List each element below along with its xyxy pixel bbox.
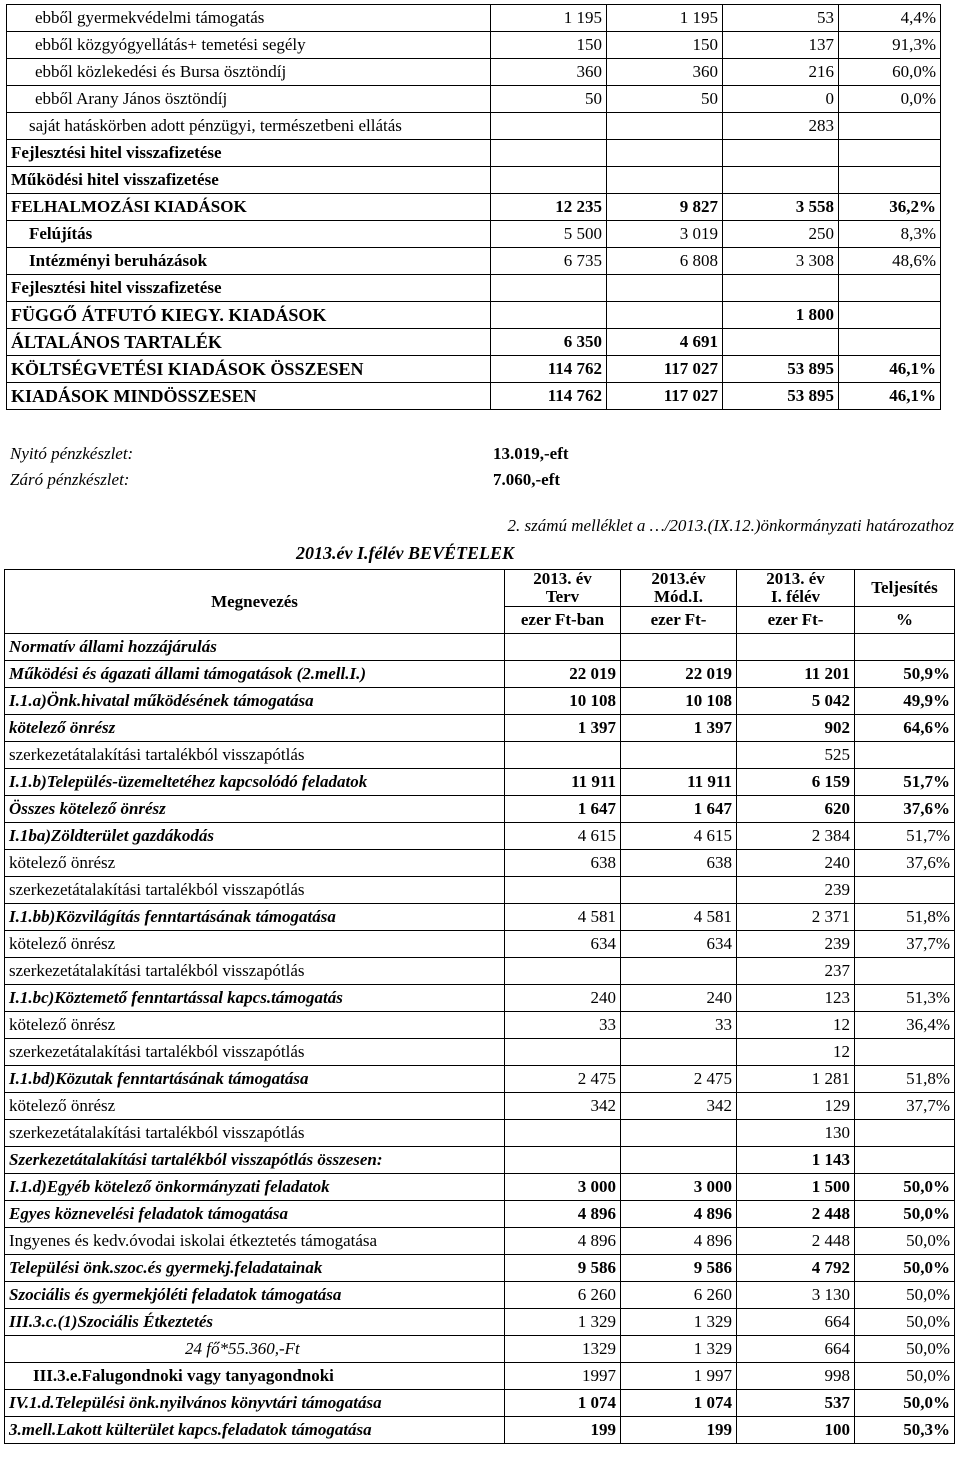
plan-value: [505, 958, 621, 985]
modified-value: 634: [621, 931, 737, 958]
modified-value: 4 615: [621, 823, 737, 850]
table-row: [7, 167, 941, 194]
plan-value: 4 615: [505, 823, 621, 850]
half-year-value: 664: [737, 1309, 855, 1336]
half-year-value: 130: [737, 1120, 855, 1147]
modified-value: 10 108: [621, 688, 737, 715]
percent-value: [839, 329, 941, 356]
row-label: Települési önk.szoc.és gyermekj.feladatainak: [5, 1255, 505, 1282]
percent-value: 36,4%: [855, 1012, 955, 1039]
table-row: [7, 329, 941, 356]
table-row: [5, 661, 955, 688]
table-row: [5, 1417, 955, 1444]
row-label: Intézményi beruházások: [7, 248, 491, 275]
table-row: [5, 1012, 955, 1039]
table-row: [7, 194, 941, 221]
plan-value: 634: [505, 931, 621, 958]
modified-value: [621, 1039, 737, 1066]
percent-value: 8,3%: [839, 221, 941, 248]
row-label: szerkezetátalakítási tartalékból visszapótlás: [5, 958, 505, 985]
percent-value: 50,0%: [855, 1309, 955, 1336]
percent-value: 50,0%: [855, 1390, 955, 1417]
plan-value: 150: [491, 32, 607, 59]
modified-value: 4 896: [621, 1228, 737, 1255]
modified-value: 1 195: [607, 5, 723, 32]
percent-value: [855, 742, 955, 769]
modified-value: [607, 275, 723, 302]
percent-value: 4,4%: [839, 5, 941, 32]
plan-value: [491, 302, 607, 329]
plan-value: 1 647: [505, 796, 621, 823]
opening-cash-label: Nyitó pénzkészlet:: [10, 444, 134, 463]
actual-value: [723, 140, 839, 167]
modified-value: 240: [621, 985, 737, 1012]
modified-value: 360: [607, 59, 723, 86]
row-label: 24 fő*55.360,-Ft: [5, 1336, 505, 1363]
row-label: I.1ba)Zöldterület gazdákodás: [5, 823, 505, 850]
table-row: [5, 958, 955, 985]
row-label: Fejlesztési hitel visszafizetése: [7, 140, 491, 167]
expenditure-table: [6, 4, 941, 410]
plan-value: [491, 113, 607, 140]
modified-value: 4 896: [621, 1201, 737, 1228]
modified-value: 11 911: [621, 769, 737, 796]
plan-value: 4 896: [505, 1201, 621, 1228]
row-label: III.3.e.Falugondnoki vagy tanyagondnoki: [5, 1363, 505, 1390]
table-row: [5, 688, 955, 715]
modified-value: [621, 877, 737, 904]
percent-value: [855, 634, 955, 661]
modified-value: 22 019: [621, 661, 737, 688]
percent-value: [855, 877, 955, 904]
half-year-value: 2 448: [737, 1228, 855, 1255]
table-row: [5, 742, 955, 769]
plan-value: 6 735: [491, 248, 607, 275]
header-modified: 2013.év Mód.I.: [621, 570, 737, 607]
table-row: [5, 1039, 955, 1066]
percent-value: 37,6%: [855, 850, 955, 877]
half-year-value: 1 500: [737, 1174, 855, 1201]
percent-value: 46,1%: [839, 356, 941, 383]
modified-value: 1 329: [621, 1336, 737, 1363]
modified-value: 1 329: [621, 1309, 737, 1336]
modified-value: 4 581: [621, 904, 737, 931]
modified-value: 9 586: [621, 1255, 737, 1282]
actual-value: 1 800: [723, 302, 839, 329]
plan-value: 1329: [505, 1336, 621, 1363]
plan-value: 33: [505, 1012, 621, 1039]
plan-value: 9 586: [505, 1255, 621, 1282]
plan-value: 12 235: [491, 194, 607, 221]
plan-value: 1 074: [505, 1390, 621, 1417]
actual-value: 137: [723, 32, 839, 59]
row-label: KIADÁSOK MINDÖSSZESEN: [7, 383, 491, 410]
unit-4: %: [855, 607, 955, 634]
half-year-value: 6 159: [737, 769, 855, 796]
percent-value: 50,0%: [855, 1336, 955, 1363]
revenue-table: [4, 569, 955, 1444]
percent-value: [855, 1120, 955, 1147]
plan-value: 199: [505, 1417, 621, 1444]
modified-value: [621, 1120, 737, 1147]
half-year-value: 123: [737, 985, 855, 1012]
plan-value: 638: [505, 850, 621, 877]
half-year-value: 1 143: [737, 1147, 855, 1174]
row-label: Ingyenes és kedv.óvodai iskolai étkeztetés támogatása: [5, 1228, 505, 1255]
row-label: Normatív állami hozzájárulás: [5, 634, 505, 661]
closing-cash-value: 7.060,-eft: [493, 470, 561, 489]
table-row: [7, 356, 941, 383]
modified-value: 3 019: [607, 221, 723, 248]
modified-value: [621, 634, 737, 661]
table-row: [7, 302, 941, 329]
row-label: szerkezetátalakítási tartalékból visszapótlás: [5, 742, 505, 769]
percent-value: 50,3%: [855, 1417, 955, 1444]
actual-value: 250: [723, 221, 839, 248]
modified-value: 50: [607, 86, 723, 113]
modified-value: [621, 958, 737, 985]
row-label: kötelező önrész: [5, 1093, 505, 1120]
row-label: szerkezetátalakítási tartalékból visszapótlás: [5, 877, 505, 904]
plan-value: [491, 167, 607, 194]
percent-value: 50,0%: [855, 1228, 955, 1255]
plan-value: 1 195: [491, 5, 607, 32]
modified-value: 9 827: [607, 194, 723, 221]
table-row: [7, 32, 941, 59]
half-year-value: 240: [737, 850, 855, 877]
row-label: saját hatáskörben adott pénzügyi, természetbeni ellátás: [7, 113, 491, 140]
plan-value: [505, 1120, 621, 1147]
unit-2: ezer Ft-: [621, 607, 737, 634]
percent-value: 51,3%: [855, 985, 955, 1012]
percent-value: 36,2%: [839, 194, 941, 221]
modified-value: 342: [621, 1093, 737, 1120]
table-row: [5, 850, 955, 877]
plan-value: 114 762: [491, 356, 607, 383]
row-label: ebből gyermekvédelmi támogatás: [7, 5, 491, 32]
modified-value: 117 027: [607, 356, 723, 383]
table-row: [5, 796, 955, 823]
modified-value: 638: [621, 850, 737, 877]
row-label: kötelező önrész: [5, 931, 505, 958]
half-year-value: 4 792: [737, 1255, 855, 1282]
half-year-value: 12: [737, 1039, 855, 1066]
half-year-value: 239: [737, 877, 855, 904]
table-row: [5, 931, 955, 958]
plan-value: 5 500: [491, 221, 607, 248]
percent-value: 51,8%: [855, 904, 955, 931]
row-label: Működési hitel visszafizetése: [7, 167, 491, 194]
modified-value: [621, 742, 737, 769]
modified-value: 6 808: [607, 248, 723, 275]
table-row: [7, 113, 941, 140]
table-row: [5, 1363, 955, 1390]
percent-value: 50,0%: [855, 1282, 955, 1309]
table-row: [5, 1174, 955, 1201]
modified-value: 199: [621, 1417, 737, 1444]
row-label: I.1.a)Önk.hivatal működésének támogatása: [5, 688, 505, 715]
row-label: Összes kötelező önrész: [5, 796, 505, 823]
actual-value: 216: [723, 59, 839, 86]
actual-value: 53 895: [723, 383, 839, 410]
table-row: [5, 1201, 955, 1228]
table-row: [7, 221, 941, 248]
modified-value: 1 397: [621, 715, 737, 742]
modified-value: 4 691: [607, 329, 723, 356]
percent-value: [855, 1039, 955, 1066]
plan-value: 360: [491, 59, 607, 86]
header-name: Megnevezés: [5, 570, 505, 634]
row-label: FELHALMOZÁSI KIADÁSOK: [7, 194, 491, 221]
plan-value: 2 475: [505, 1066, 621, 1093]
half-year-value: 1 281: [737, 1066, 855, 1093]
row-label: I.1.bb)Közvilágítás fenntartásának támogatása: [5, 904, 505, 931]
half-year-value: 537: [737, 1390, 855, 1417]
modified-value: 1 647: [621, 796, 737, 823]
actual-value: [723, 167, 839, 194]
row-label: szerkezetátalakítási tartalékból visszapótlás: [5, 1039, 505, 1066]
header-half-year: 2013. év I. félév: [737, 570, 855, 607]
percent-value: 37,7%: [855, 931, 955, 958]
plan-value: 1997: [505, 1363, 621, 1390]
table-row: [5, 1093, 955, 1120]
half-year-value: 129: [737, 1093, 855, 1120]
row-label: kötelező önrész: [5, 850, 505, 877]
table-row: [7, 140, 941, 167]
half-year-value: 3 130: [737, 1282, 855, 1309]
percent-value: 50,9%: [855, 661, 955, 688]
row-label: Szerkezetátalakítási tartalékból visszapótlás összesen:: [5, 1147, 505, 1174]
percent-value: [839, 113, 941, 140]
plan-value: 22 019: [505, 661, 621, 688]
row-label: FÜGGŐ ÁTFUTÓ KIEGY. KIADÁSOK: [7, 302, 491, 329]
row-label: ebből közgyógyellátás+ temetési segély: [7, 32, 491, 59]
percent-value: [839, 167, 941, 194]
row-label: szerkezetátalakítási tartalékból visszapótlás: [5, 1120, 505, 1147]
percent-value: 60,0%: [839, 59, 941, 86]
plan-value: 342: [505, 1093, 621, 1120]
row-label: Egyes köznevelési feladatok támogatása: [5, 1201, 505, 1228]
percent-value: 48,6%: [839, 248, 941, 275]
table-row: [5, 1066, 955, 1093]
table-row: [5, 877, 955, 904]
modified-value: 117 027: [607, 383, 723, 410]
table-row: [5, 1228, 955, 1255]
actual-value: 53: [723, 5, 839, 32]
plan-value: 6 350: [491, 329, 607, 356]
percent-value: 37,6%: [855, 796, 955, 823]
modified-value: [621, 1147, 737, 1174]
percent-value: 0,0%: [839, 86, 941, 113]
percent-value: 50,0%: [855, 1174, 955, 1201]
percent-value: 91,3%: [839, 32, 941, 59]
row-label: KÖLTSÉGVETÉSI KIADÁSOK ÖSSZESEN: [7, 356, 491, 383]
table-row: [5, 823, 955, 850]
row-label: kötelező önrész: [5, 715, 505, 742]
section-title: 2013.év I.félév BEVÉTELEK: [296, 543, 514, 563]
half-year-value: 902: [737, 715, 855, 742]
row-label: Felújítás: [7, 221, 491, 248]
modified-value: 6 260: [621, 1282, 737, 1309]
percent-value: 51,7%: [855, 769, 955, 796]
half-year-value: 239: [737, 931, 855, 958]
modified-value: 1 074: [621, 1390, 737, 1417]
row-label: III.3.c.(1)Szociális Étkeztetés: [5, 1309, 505, 1336]
modified-value: 2 475: [621, 1066, 737, 1093]
modified-value: [607, 302, 723, 329]
table-row: [5, 904, 955, 931]
modified-value: 1 997: [621, 1363, 737, 1390]
modified-value: 33: [621, 1012, 737, 1039]
plan-value: [505, 877, 621, 904]
plan-value: 6 260: [505, 1282, 621, 1309]
plan-value: 1 329: [505, 1309, 621, 1336]
half-year-value: 237: [737, 958, 855, 985]
row-label: I.1.d)Egyéb kötelező önkormányzati feladatok: [5, 1174, 505, 1201]
actual-value: [723, 329, 839, 356]
header-row: [5, 570, 955, 607]
modified-value: 150: [607, 32, 723, 59]
half-year-value: 2 384: [737, 823, 855, 850]
percent-value: 50,0%: [855, 1201, 955, 1228]
closing-cash-label: Záró pénzkészlet:: [10, 470, 130, 489]
plan-value: [491, 140, 607, 167]
percent-value: [855, 958, 955, 985]
half-year-value: 525: [737, 742, 855, 769]
plan-value: [505, 1039, 621, 1066]
plan-value: 4 581: [505, 904, 621, 931]
half-year-value: 5 042: [737, 688, 855, 715]
table-row: [5, 1336, 955, 1363]
percent-value: [839, 275, 941, 302]
actual-value: 283: [723, 113, 839, 140]
percent-value: 50,0%: [855, 1255, 955, 1282]
half-year-value: 664: [737, 1336, 855, 1363]
table-row: [5, 1282, 955, 1309]
percent-value: 51,7%: [855, 823, 955, 850]
row-label: I.1.bc)Köztemető fenntartással kapcs.támogatás: [5, 985, 505, 1012]
plan-value: [491, 275, 607, 302]
row-label: I.1.b)Település-üzemeltetéhez kapcsolódó feladatok: [5, 769, 505, 796]
plan-value: 50: [491, 86, 607, 113]
modified-value: [607, 167, 723, 194]
plan-value: [505, 634, 621, 661]
percent-value: 49,9%: [855, 688, 955, 715]
plan-value: 240: [505, 985, 621, 1012]
plan-value: 1 397: [505, 715, 621, 742]
plan-value: 11 911: [505, 769, 621, 796]
actual-value: 0: [723, 86, 839, 113]
annex-note: 2. számú melléklet a …/2013.(IX.12.)önkormányzati határozathoz: [507, 516, 954, 535]
actual-value: 53 895: [723, 356, 839, 383]
table-row: [7, 383, 941, 410]
modified-value: [607, 140, 723, 167]
plan-value: 10 108: [505, 688, 621, 715]
actual-value: 3 308: [723, 248, 839, 275]
table-row: [5, 1147, 955, 1174]
percent-value: 51,8%: [855, 1066, 955, 1093]
row-label: Működési és ágazati állami támogatások (2.mell.I.): [5, 661, 505, 688]
row-label: ebből Arany János ösztöndíj: [7, 86, 491, 113]
half-year-value: 2 371: [737, 904, 855, 931]
plan-value: 4 896: [505, 1228, 621, 1255]
row-label: kötelező önrész: [5, 1012, 505, 1039]
percent-value: 37,7%: [855, 1093, 955, 1120]
plan-value: [505, 742, 621, 769]
table-row: [5, 985, 955, 1012]
table-row: [7, 5, 941, 32]
table-row: [5, 1120, 955, 1147]
row-label: IV.1.d.Települési önk.nyilvános könyvtári támogatása: [5, 1390, 505, 1417]
modified-value: [607, 113, 723, 140]
percent-value: [855, 1147, 955, 1174]
plan-value: [505, 1147, 621, 1174]
percent-value: [839, 140, 941, 167]
opening-cash-value: 13.019,-eft: [493, 444, 569, 463]
half-year-value: 620: [737, 796, 855, 823]
actual-value: [723, 275, 839, 302]
table-row: [5, 1390, 955, 1417]
table-row: [7, 59, 941, 86]
table-row: [5, 715, 955, 742]
table-row: [7, 275, 941, 302]
table-row: [5, 634, 955, 661]
half-year-value: 2 448: [737, 1201, 855, 1228]
table-row: [5, 769, 955, 796]
header-plan: 2013. év Terv: [505, 570, 621, 607]
unit-1: ezer Ft-ban: [505, 607, 621, 634]
table-row: [5, 1255, 955, 1282]
half-year-value: 11 201: [737, 661, 855, 688]
half-year-value: [737, 634, 855, 661]
row-label: ebből közlekedési és Bursa ösztöndíj: [7, 59, 491, 86]
half-year-value: 100: [737, 1417, 855, 1444]
row-label: 3.mell.Lakott külterület kapcs.feladatok támogatása: [5, 1417, 505, 1444]
actual-value: 3 558: [723, 194, 839, 221]
unit-3: ezer Ft-: [737, 607, 855, 634]
table-row: [7, 248, 941, 275]
modified-value: 3 000: [621, 1174, 737, 1201]
half-year-value: 998: [737, 1363, 855, 1390]
row-label: Szociális és gyermekjóléti feladatok támogatása: [5, 1282, 505, 1309]
row-label: ÁLTALÁNOS TARTALÉK: [7, 329, 491, 356]
header-fulfilment: Teljesítés: [855, 570, 955, 607]
percent-value: 46,1%: [839, 383, 941, 410]
table-row: [7, 86, 941, 113]
table-row: [5, 1309, 955, 1336]
percent-value: [839, 302, 941, 329]
row-label: Fejlesztési hitel visszafizetése: [7, 275, 491, 302]
percent-value: 50,0%: [855, 1363, 955, 1390]
plan-value: 114 762: [491, 383, 607, 410]
plan-value: 3 000: [505, 1174, 621, 1201]
percent-value: 64,6%: [855, 715, 955, 742]
row-label: I.1.bd)Közutak fenntartásának támogatása: [5, 1066, 505, 1093]
half-year-value: 12: [737, 1012, 855, 1039]
